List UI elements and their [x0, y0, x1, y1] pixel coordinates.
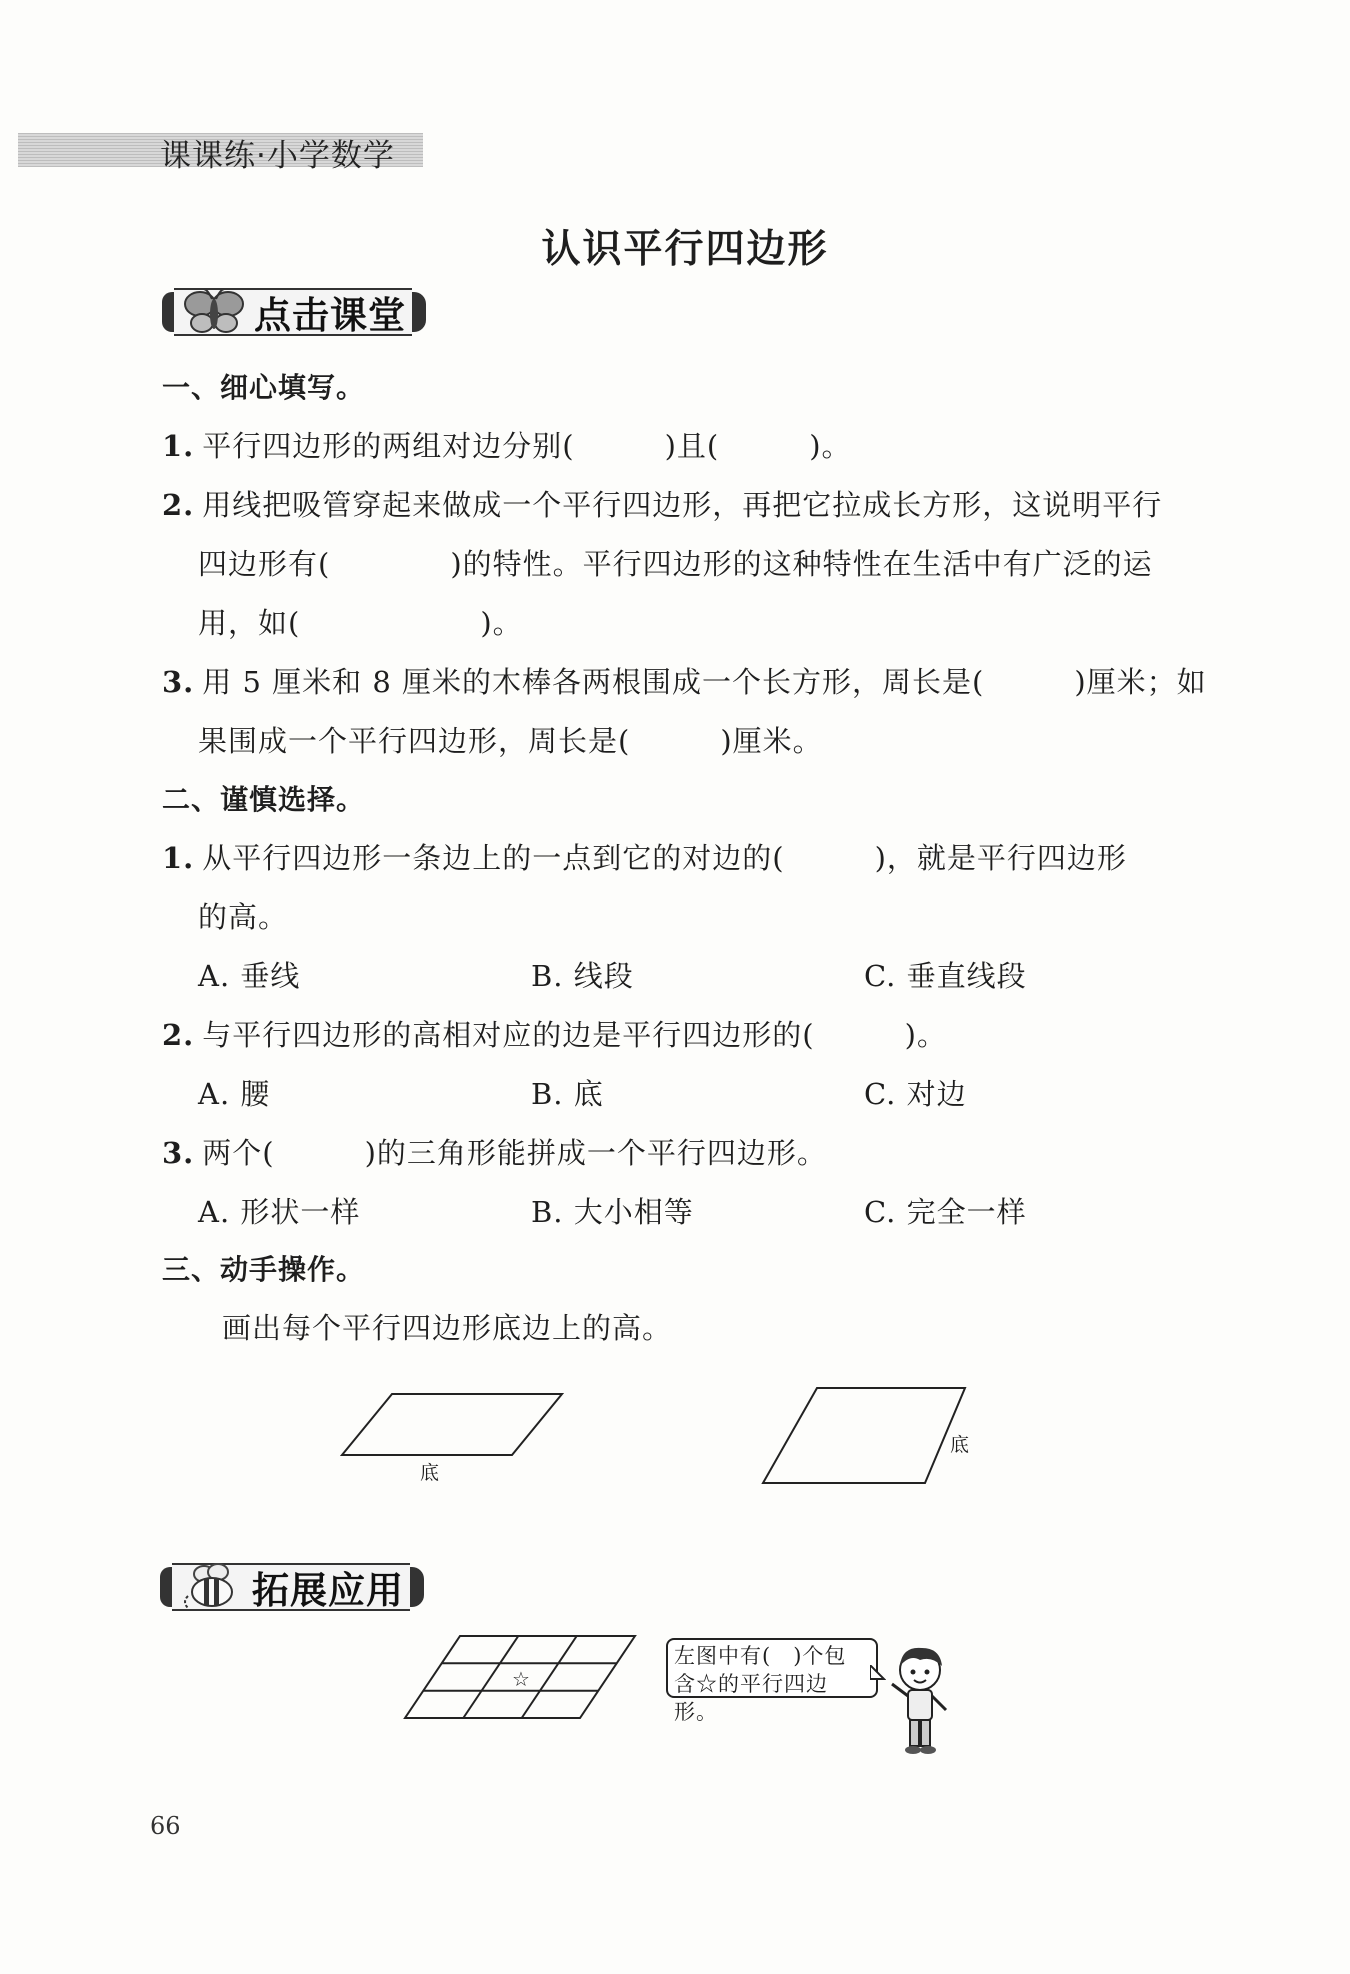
extension-banner [160, 1563, 424, 1611]
section3-instruction: 画出每个平行四边形底边上的高。 [222, 1311, 673, 1345]
grid-parallelogram[interactable] [400, 1630, 645, 1725]
page-number: 66 [150, 1812, 181, 1840]
bee-icon [180, 1562, 244, 1612]
banner-right-cap [412, 292, 426, 332]
base-label-2: 底 [950, 1434, 970, 1456]
section1-q2-line2: 四边形有( )的特性。平行四边形的这种特性在生活中有广泛的运 [198, 547, 1153, 581]
question-text: 与平行四边形的高相对应的边是平行四边形的( )。 [202, 1018, 947, 1052]
boy-character-icon [880, 1640, 960, 1760]
option-b[interactable]: B. 线段 [531, 959, 634, 993]
book-title: 课课练·小学数学 [160, 138, 395, 174]
star-icon: ☆ [512, 1667, 530, 1691]
bubble-line1: 左图中有( )个包 [674, 1644, 847, 1668]
section2-q2 [162, 1013, 947, 1054]
page-title: 认识平行四边形 [541, 227, 829, 272]
section2-heading: 二、谨慎选择。 [162, 783, 366, 816]
banner-label: 拓展应用 [252, 1569, 404, 1612]
butterfly-icon [182, 287, 246, 337]
option-a[interactable]: A. 腰 [198, 1077, 271, 1111]
speech-bubble [666, 1638, 878, 1724]
section1-q2-line3: 用，如( )。 [198, 606, 523, 640]
parallelogram-1[interactable] [330, 1380, 590, 1490]
option-a[interactable]: A. 形状一样 [198, 1195, 361, 1229]
question-number: 3. [162, 665, 195, 699]
option-b[interactable]: B. 大小相等 [531, 1195, 694, 1229]
banner-left-cap [160, 1567, 172, 1607]
banner-label: 点击课堂 [254, 294, 406, 337]
option-c[interactable]: C. 垂直线段 [864, 959, 1027, 993]
section2-q1-line1 [162, 836, 1127, 877]
question-text: 平行四边形的两组对边分别( )且( )。 [202, 429, 852, 463]
question-text: 两个( )的三角形能拼成一个平行四边形。 [202, 1136, 827, 1170]
question-number: 3. [162, 1136, 195, 1170]
classroom-banner [162, 288, 426, 336]
question-number: 1. [162, 429, 195, 463]
section3-heading: 三、动手操作。 [162, 1253, 366, 1286]
option-c[interactable]: C. 对边 [864, 1077, 967, 1111]
question-text: 用 5 厘米和 8 厘米的木棒各两根围成一个长方形，周长是( )厘米；如 [202, 665, 1207, 699]
section2-q3 [162, 1131, 827, 1172]
question-number: 2. [162, 1018, 195, 1052]
question-number: 2. [162, 488, 195, 522]
question-text: 用线把吸管穿起来做成一个平行四边形，再把它拉成长方形，这说明平行 [202, 488, 1163, 522]
section1-heading: 一、细心填写。 [162, 371, 366, 404]
option-b[interactable]: B. 底 [531, 1077, 604, 1111]
section1-q3-line2: 果围成一个平行四边形，周长是( )厘米。 [198, 724, 823, 758]
banner-left-cap [162, 292, 174, 332]
bubble-line2: 含☆的平行四边形。 [674, 1672, 828, 1724]
section1-q1 [162, 424, 852, 465]
option-a[interactable]: A. 垂线 [198, 959, 301, 993]
banner-right-cap [410, 1567, 424, 1607]
question-number: 1. [162, 841, 195, 875]
option-c[interactable]: C. 完全一样 [864, 1195, 1027, 1229]
question-text: 从平行四边形一条边上的一点到它的对边的( )，就是平行四边形 [202, 841, 1127, 875]
section1-q2-line1 [162, 483, 1162, 524]
section1-q3-line1 [162, 660, 1207, 701]
section2-q1-line2: 的高。 [198, 900, 289, 934]
base-label-1: 底 [420, 1462, 440, 1484]
